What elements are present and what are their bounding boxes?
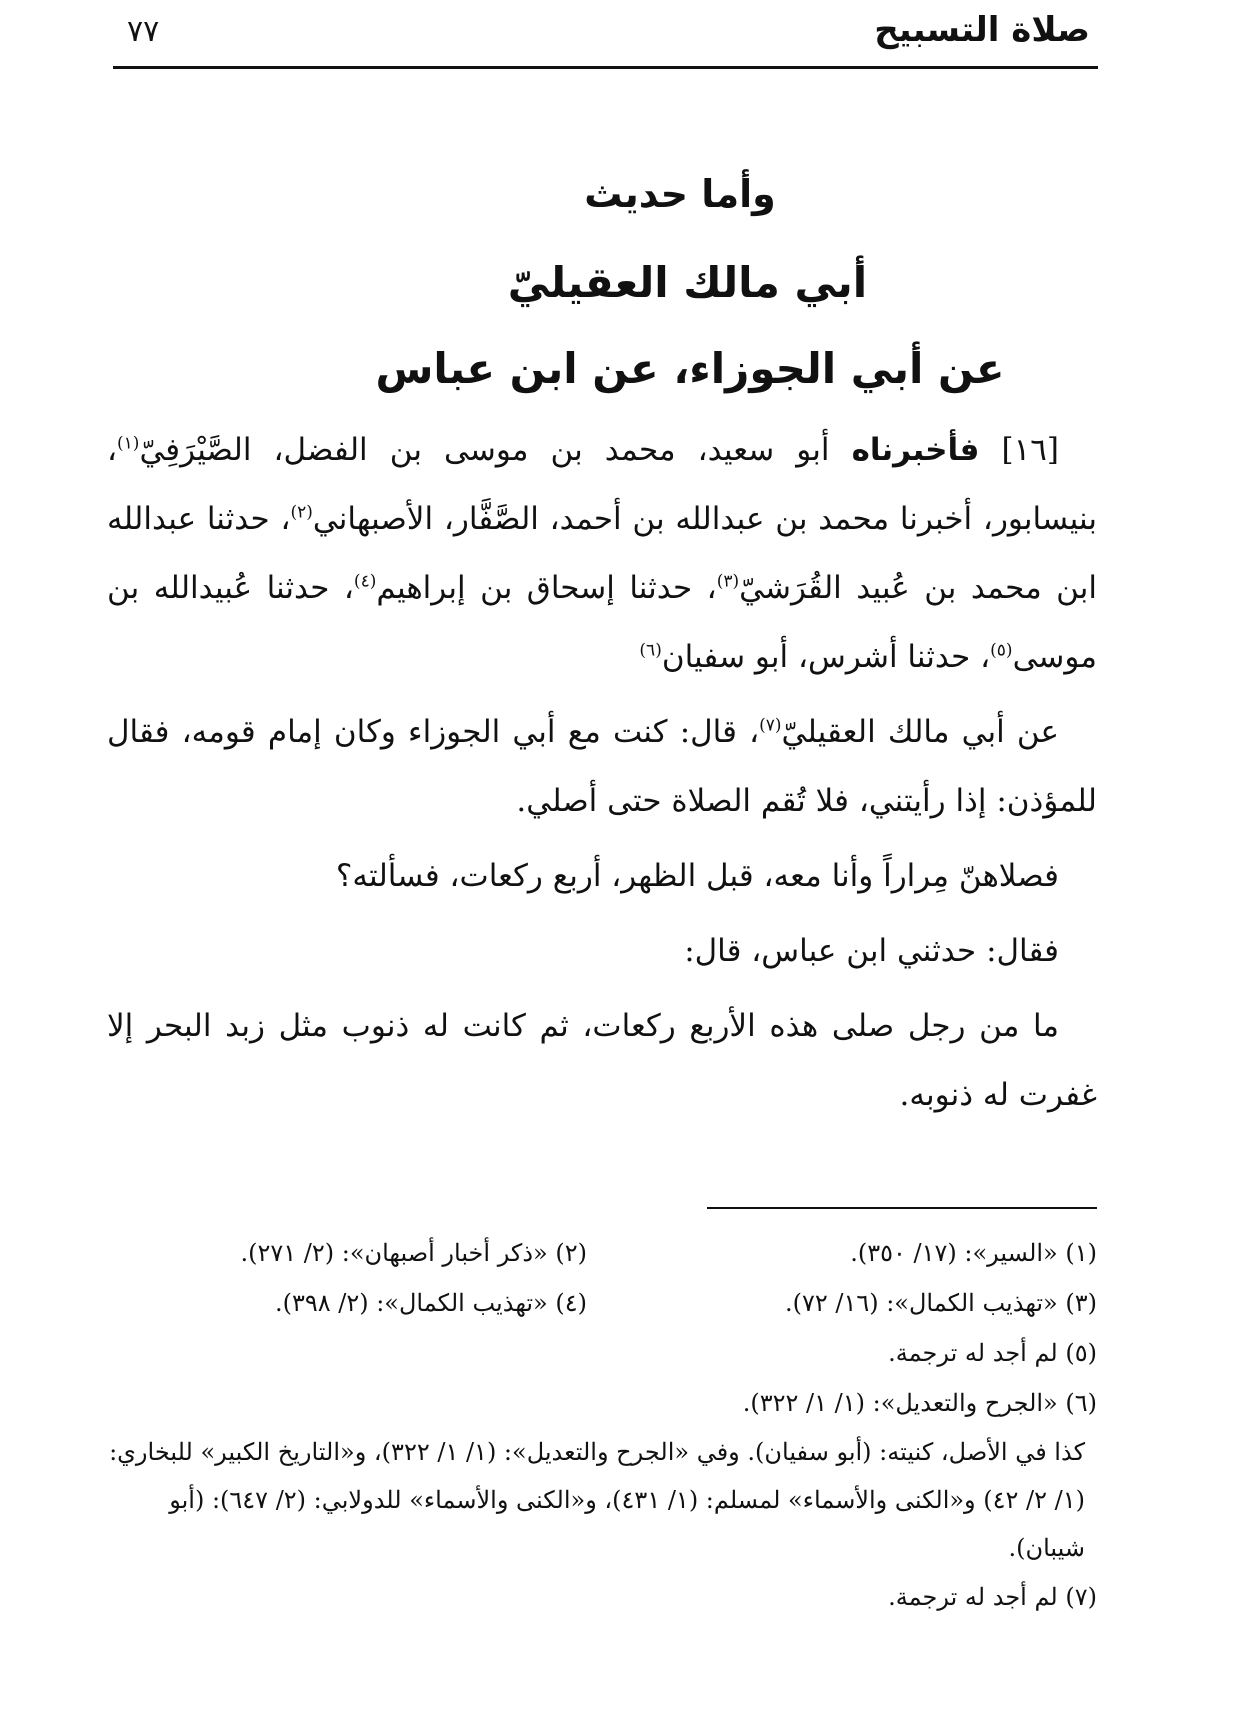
matn-segment: عن أبي مالك العقيليّ	[781, 714, 1059, 750]
isnad-segment: ، حدثنا عُبيدالله بن موسى	[107, 570, 1097, 675]
hadith-number: [١٦]	[1001, 432, 1059, 468]
paragraph-narration: فقال: حدثني ابن عباس، قال:	[684, 933, 1059, 969]
section-heading-line3: عن أبي الجوزاء، عن ابن عباس	[375, 344, 1005, 393]
footnote-4: (٤) «تهذيب الكمال»: (٢/ ٣٩٨).	[274, 1289, 587, 1317]
footnote-3: (٣) «تهذيب الكمال»: (١٦/ ٧٢).	[784, 1289, 1097, 1317]
footnote-separator	[707, 1207, 1097, 1209]
footnote-marker: (٦)	[639, 640, 662, 661]
lead-word: فأخبرناه	[851, 432, 980, 468]
isnad-segment: ، حدثنا أشرس، أبو سفيان	[661, 639, 991, 675]
isnad-segment: ، بنيسابور، أخبرنا محمد بن عبدالله بن أحمد، الصَّفَّار، الأصبهاني	[107, 432, 1097, 537]
paragraph-isnad	[107, 416, 1097, 692]
footnote-marker: (٢)	[290, 502, 313, 523]
footnote-6-note: كذا في الأصل، كنيته: (أبو سفيان). وفي «الجرح والتعديل»: (١/ ١/ ٣٢٢)، و«التاريخ الكبير» للبخاري: (١/ ٢/ ٤٢) و«الكنى والأسماء» لمسلم: (١/ ٤٣١)، و«الكنى والأسماء» للدولابي: (٢/ ٦٤٧): (أبو شيبان).	[109, 1438, 1085, 1562]
footnote-marker: (٤)	[353, 571, 377, 592]
page-number: ٧٧	[127, 14, 160, 49]
isnad-segment: ، حدثنا إسحاق بن إبراهيم	[376, 570, 717, 606]
footnote-marker: (٣)	[716, 571, 740, 592]
footnote-7: (٧) لم أجد له ترجمة.	[888, 1583, 1097, 1611]
footnote-marker: (١)	[117, 433, 140, 454]
footnote-marker: (٥)	[990, 640, 1013, 661]
footnote-2: (٢) «ذكر أخبار أصبهان»: (٢/ ٢٧١).	[240, 1239, 587, 1267]
section-heading-line2: أبي مالك العقيليّ	[507, 258, 868, 307]
footnote-6: (٦) «الجرح والتعديل»: (١/ ١/ ٣٢٢).	[742, 1389, 1097, 1417]
footnote-5: (٥) لم أجد له ترجمة.	[888, 1339, 1097, 1367]
isnad-segment: أبو سعيد، محمد بن موسى بن الفضل، الصَّيْرَفِيّ	[139, 432, 830, 468]
footnote-marker: (٧)	[759, 715, 782, 736]
isnad-segment: ، حدثنا عبدالله ابن محمد بن عُبيد القُرَشيّ	[107, 501, 1097, 606]
footnotes	[107, 1228, 1097, 1622]
section-heading-line1: وأما حديث	[584, 172, 776, 216]
running-title: صلاة التسبيح	[874, 10, 1090, 50]
paragraph-matn-intro	[107, 698, 1097, 836]
header-rule	[113, 66, 1098, 69]
footnote-row	[107, 1278, 1097, 1328]
main-text	[107, 416, 1097, 1136]
footnote-row	[107, 1228, 1097, 1278]
paragraph-hadith-text: ما من رجل صلى هذه الأربع ركعات، ثم كانت له ذنوب مثل زبد البحر إلا غفرت له ذنوبه.	[107, 1008, 1097, 1113]
footnote-1: (١) «السير»: (١٧/ ٣٥٠).	[850, 1239, 1097, 1267]
paragraph-prayer: فصلاهنّ مِراراً وأنا معه، قبل الظهر، أربع ركعات، فسألته؟	[335, 858, 1059, 894]
matn-segment: ، قال: كنت مع أبي الجوزاء وكان إمام قومه، فقال للمؤذن: إذا رأيتني، فلا تُقم الصلاة حتى أصلي.	[107, 714, 1097, 819]
